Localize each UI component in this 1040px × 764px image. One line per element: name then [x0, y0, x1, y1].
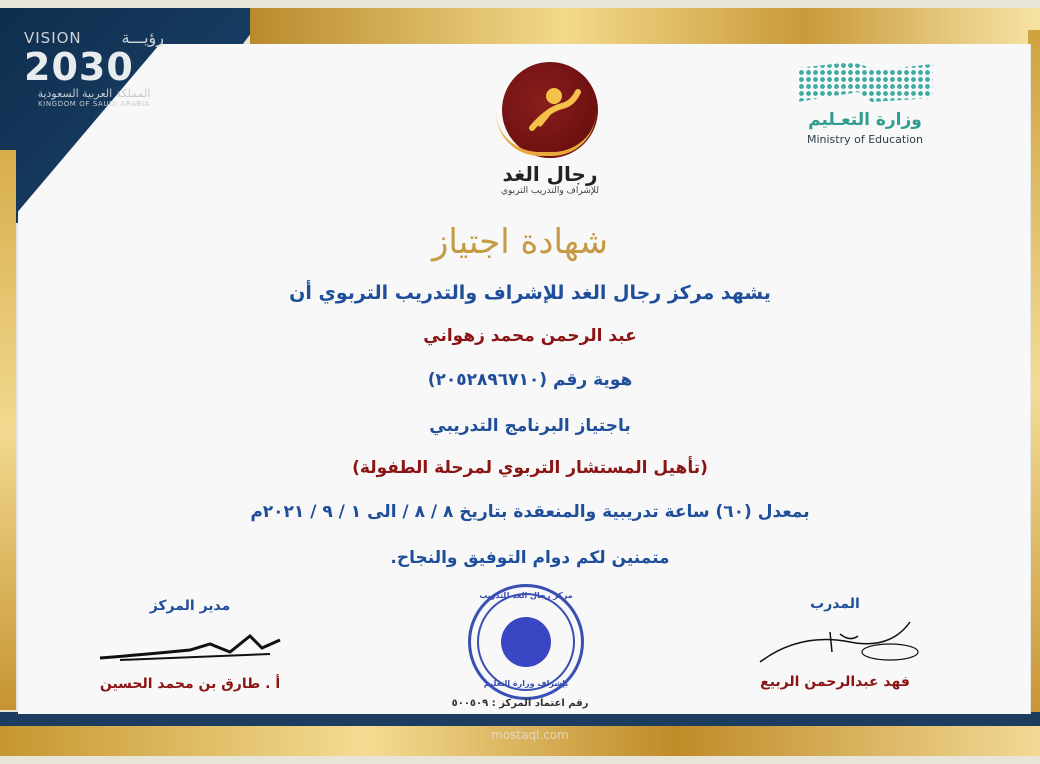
stamp-top-text: مركز رجال الغد للتدريب: [479, 591, 573, 600]
ministry-of-education-logo: [790, 62, 940, 146]
pass-statement: باجتياز البرنامج التدريبي: [429, 416, 631, 436]
ministry-en-label: Ministry of Education: [806, 133, 923, 146]
director-role: مدير المركز: [149, 598, 231, 614]
vision-kingdom-ar: المملكة العربية السعودية: [37, 87, 151, 100]
ministry-ar-label: وزارة التعـليم: [808, 110, 922, 130]
certificate-intro: يشهد مركز رجال الغد للإشراف والتدريب التربوي أن: [289, 282, 771, 304]
program-details: بمعدل (٦٠) ساعة تدريبية والمنعقدة بتاريخ ٨ / ٨ / الى ١ / ٩ / ٢٠٢١م: [250, 502, 810, 522]
center-logo-name: رجال الغد: [502, 162, 598, 186]
program-name: (تأهيل المستشار التربوي لمرحلة الطفولة): [352, 458, 708, 478]
recipient-id: هوية رقم (٢٠٥٢٨٩٦٧١٠): [427, 370, 633, 390]
center-stamp: [468, 584, 584, 700]
director-name: أ . طارق بن محمد الحسين: [99, 676, 281, 692]
vision-2030-logo: [24, 28, 164, 108]
vision-year: 2030: [24, 45, 134, 89]
gold-left-border: [0, 150, 16, 710]
trainer-signature-block: [740, 596, 930, 690]
center-logo: [480, 62, 620, 196]
center-logo-subtitle: للإشراف والتدريب التربوي: [500, 186, 599, 196]
stamp-bottom-text: بإشراف وزارة التعليم: [483, 679, 569, 688]
vision-ar-label: رؤيـــة: [121, 28, 164, 47]
ministry-dots-icon: [798, 62, 933, 102]
trainer-role: المدرب: [810, 596, 860, 612]
trainer-name: فهد عبدالرحمن الربيع: [760, 674, 910, 690]
recipient-name: عبد الرحمن محمد زهواني: [423, 326, 637, 346]
accreditation-number: رقم اعتماد المركز : ٥٠٠٥٠٩: [451, 698, 589, 709]
watermark: mostaql.com: [491, 728, 569, 742]
runner-emblem-icon: [502, 62, 598, 158]
vision-kingdom-en: KINGDOM OF SAUDI ARABIA: [37, 100, 151, 108]
director-signature-block: [90, 598, 290, 692]
vision-en-label: VISION: [24, 28, 82, 47]
closing-wish: متمنين لكم دوام التوفيق والنجاح.: [390, 548, 670, 568]
stamp-emblem-icon: [501, 617, 551, 667]
trainer-signature-icon: [740, 612, 930, 668]
director-signature-icon: [90, 614, 290, 670]
gold-top-border: [250, 8, 1040, 46]
certificate-title: شهادة اجتياز: [431, 222, 609, 262]
